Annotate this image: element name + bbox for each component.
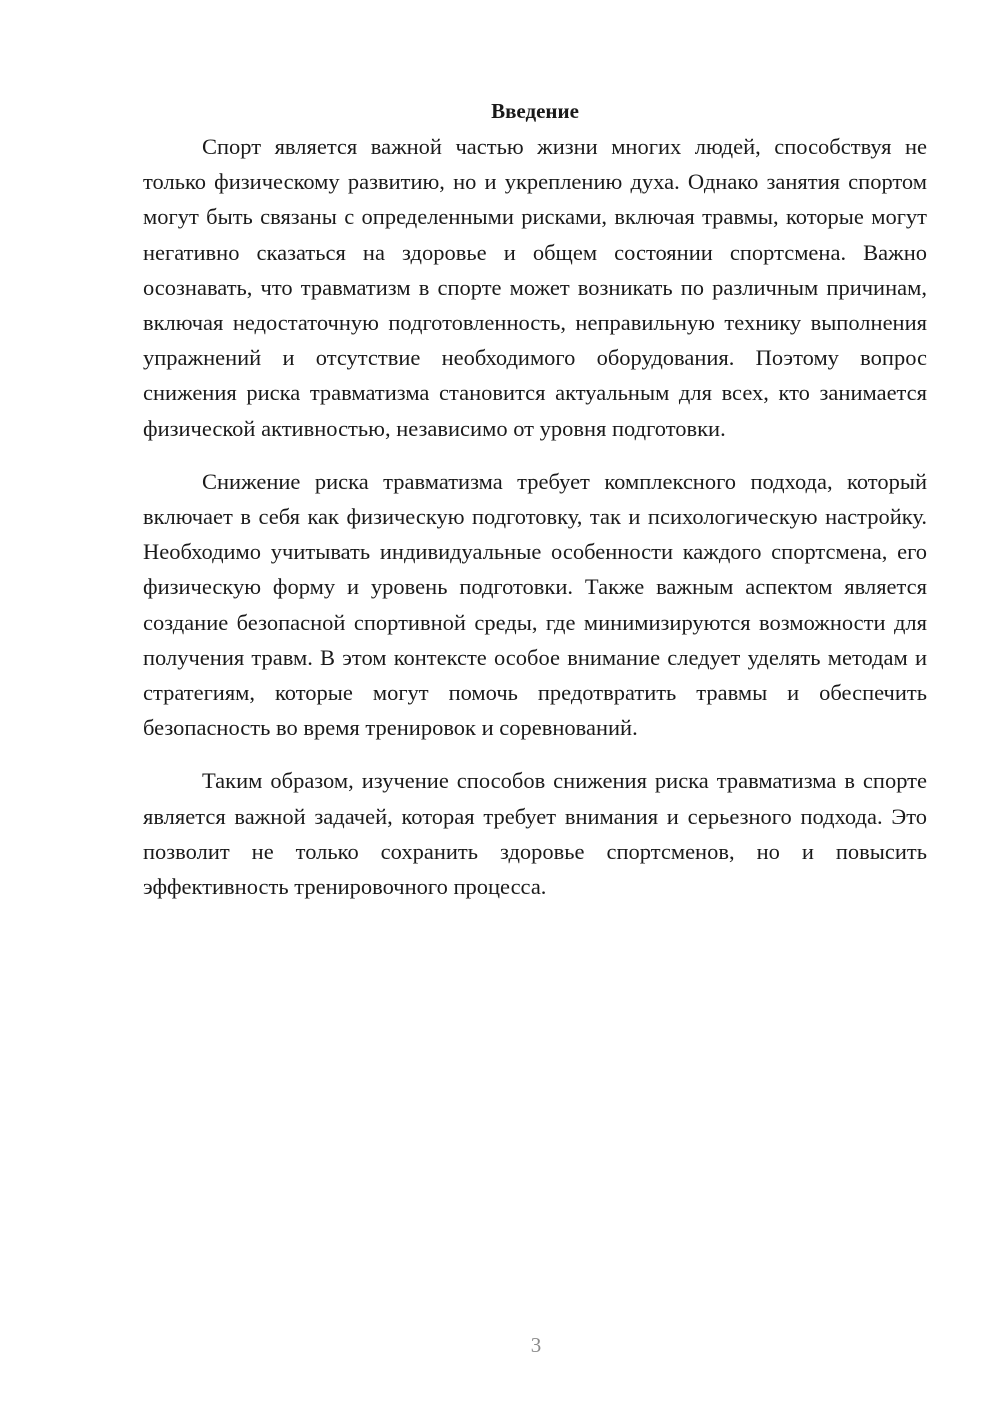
- paragraph-3: Таким образом, изучение способов снижения риска травматизма в спорте является важной задачей, которая требует внимания и серьезного подхода. Это позволит не только сохранить здоровье спортсменов, но и повысить эффективность тренировочного процесса.: [143, 768, 927, 900]
- page-number: 3: [530, 1333, 542, 1357]
- page-content: [143, 95, 927, 904]
- paragraph-1: Спорт является важной частью жизни многих людей, способствуя не только физическому развитию, но и укреплению духа. Однако занятия спортом могут быть связаны с определенными рисками, включая травмы, которые могут негативно сказаться на здоровье и общем состоянии спортсмена. Важно осознавать, что травматизм в спорте может возникать по различным причинам, включая недостаточную подготовленность, неправильную технику выполнения упражнений и отсутствие необходимого оборудования. Поэтому вопрос снижения риска травматизма становится актуальным для всех, кто занимается физической активностью, независимо от уровня подготовки.: [143, 134, 927, 441]
- section-heading: Введение: [491, 99, 579, 123]
- paragraph-2: Снижение риска травматизма требует комплексного подхода, который включает в себя как физическую подготовку, так и психологическую настройку. Необходимо учитывать индивидуальные особенности каждого спортсмена, его физическую форму и уровень подготовки. Также важным аспектом является создание безопасной спортивной среды, где минимизируются возможности для получения травм. В этом контексте особое внимание следует уделять методам и стратегиям, которые могут помочь предотвратить травмы и обеспечить безопасность во время тренировок и соревнований.: [143, 468, 927, 741]
